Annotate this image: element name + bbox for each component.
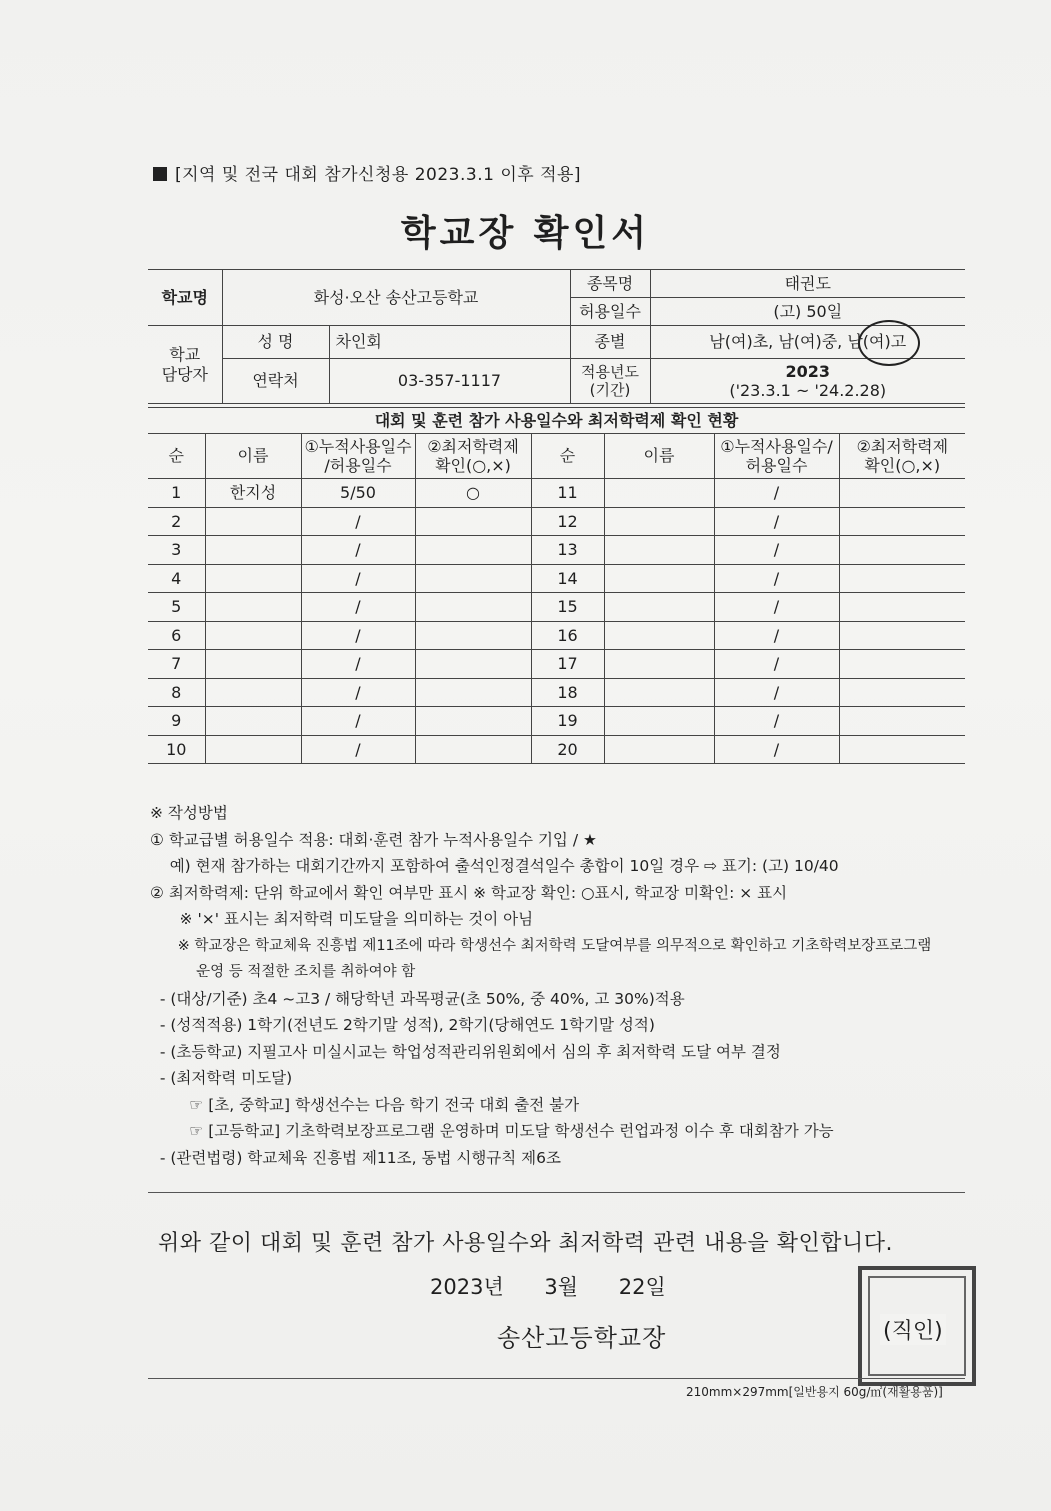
table-cell: / xyxy=(714,564,839,593)
allowed-days-label: 허용일수 xyxy=(570,298,650,326)
name-value: 차인회 xyxy=(329,326,570,359)
square-bullet-icon xyxy=(153,167,167,181)
writing-instructions xyxy=(150,800,970,1171)
table-cell xyxy=(604,678,714,707)
table-cell: 7 xyxy=(148,650,205,679)
header-cell: 이름 xyxy=(604,434,714,479)
seal-label: (직인) xyxy=(880,1314,946,1345)
note-line: - (성적적용) 1학기(전년도 2학기말 성적), 2학기(당해연도 1학기말 성적) xyxy=(150,1016,655,1034)
table-cell: 13 xyxy=(531,536,604,565)
table-cell xyxy=(604,479,714,508)
table-cell: 한지성 xyxy=(205,479,301,508)
contact-label: 연락처 xyxy=(222,359,329,404)
table-cell xyxy=(205,564,301,593)
paper-spec: 210mm×297mm[일반용지 60g/㎡(재활용품)] xyxy=(686,1385,943,1399)
table-row xyxy=(148,507,965,536)
table-cell: 18 xyxy=(531,678,604,707)
category-value: 남(여)초, 남(여)중, 남(여)고 xyxy=(650,326,965,359)
table-cell xyxy=(604,735,714,764)
table-row xyxy=(148,536,965,565)
table-header-row xyxy=(148,434,965,479)
table-row xyxy=(148,735,965,764)
note-line: ② 최저학력제: 단위 학교에서 확인 여부만 표시 ※ 학교장 확인: ○표시, 학교장 미확인: × 표시 xyxy=(150,883,788,902)
note-line: - (관련법령) 학교체육 진흥법 제11조, 동법 시행규칙 제6조 xyxy=(150,1148,561,1167)
table-cell: 19 xyxy=(531,707,604,736)
table-cell: 5/50 xyxy=(301,479,415,508)
table-cell xyxy=(415,735,531,764)
year-label: 적용년도 (기간) xyxy=(570,359,650,404)
date-year: 2023년 xyxy=(430,1275,504,1299)
note-line: ① 학교급별 허용일수 적용: 대회·훈련 참가 누적사용일수 기입 / ★ xyxy=(150,830,597,849)
header-cell: ①누적사용일수 /허용일수 xyxy=(301,434,415,479)
table-cell xyxy=(839,593,965,622)
table-cell xyxy=(604,593,714,622)
table-caption: 대회 및 훈련 참가 사용일수와 최저학력제 확인 현황 xyxy=(148,408,965,434)
table-cell xyxy=(205,735,301,764)
table-cell xyxy=(205,536,301,565)
table-cell: ○ xyxy=(415,479,531,508)
table-cell xyxy=(415,621,531,650)
signer-title: 송산고등학교장 xyxy=(497,1324,667,1352)
table-cell xyxy=(604,650,714,679)
table-row xyxy=(148,650,965,679)
table-cell: 12 xyxy=(531,507,604,536)
header-cell: ①누적사용일수/ 허용일수 xyxy=(714,434,839,479)
table-cell xyxy=(604,507,714,536)
table-cell: 8 xyxy=(148,678,205,707)
table-cell: / xyxy=(714,707,839,736)
event-value: 태권도 xyxy=(650,270,965,298)
table-cell: / xyxy=(301,678,415,707)
table-cell xyxy=(839,621,965,650)
divider-bottom xyxy=(148,1378,965,1379)
contact-value: 03-357-1117 xyxy=(329,359,570,404)
period-value: ('23.3.1 ~ '24.2.28) xyxy=(729,381,887,400)
name-label: 성 명 xyxy=(222,326,329,359)
header-note xyxy=(153,160,581,185)
allowed-days-value: (고) 50일 xyxy=(650,298,965,326)
header-note-text: [지역 및 전국 대회 참가신청용 2023.3.1 이후 적용] xyxy=(175,165,582,185)
handwritten-circle-mark xyxy=(858,320,920,366)
table-cell xyxy=(604,564,714,593)
table-cell: 3 xyxy=(148,536,205,565)
table-cell: 17 xyxy=(531,650,604,679)
table-cell: / xyxy=(714,735,839,764)
table-cell: / xyxy=(301,707,415,736)
school-label: 학교명 xyxy=(148,270,222,326)
table-cell xyxy=(415,707,531,736)
table-cell: 11 xyxy=(531,479,604,508)
participation-table xyxy=(148,407,965,764)
table-cell xyxy=(415,650,531,679)
table-cell xyxy=(415,536,531,565)
table-cell xyxy=(205,707,301,736)
note-line: ☞ [초, 중학교] 학생선수는 다음 학기 전국 대회 출전 불가 xyxy=(150,1095,580,1114)
table-row xyxy=(148,564,965,593)
table-row xyxy=(148,678,965,707)
note-line: 운영 등 적절한 조치를 취하여야 함 xyxy=(150,964,416,980)
signing-date xyxy=(430,1271,666,1301)
table-cell: / xyxy=(301,735,415,764)
table-cell xyxy=(205,678,301,707)
table-cell xyxy=(839,564,965,593)
table-cell: 2 xyxy=(148,507,205,536)
year-cell xyxy=(650,359,965,404)
table-cell xyxy=(839,735,965,764)
table-cell xyxy=(604,621,714,650)
table-cell: / xyxy=(301,650,415,679)
header-cell: ②최저학력제 확인(○,×) xyxy=(415,434,531,479)
table-cell xyxy=(205,593,301,622)
table-cell: / xyxy=(301,507,415,536)
table-cell xyxy=(415,678,531,707)
table-cell: 14 xyxy=(531,564,604,593)
table-body xyxy=(148,479,965,764)
table-cell xyxy=(205,650,301,679)
info-table xyxy=(148,269,965,404)
date-month: 3월 xyxy=(544,1275,579,1299)
table-row xyxy=(148,707,965,736)
table-cell xyxy=(415,593,531,622)
table-cell: / xyxy=(301,621,415,650)
table-cell: / xyxy=(714,650,839,679)
table-cell: 1 xyxy=(148,479,205,508)
table-cell xyxy=(415,564,531,593)
table-cell: 10 xyxy=(148,735,205,764)
table-cell: / xyxy=(301,593,415,622)
table-row xyxy=(148,479,965,508)
table-cell: / xyxy=(714,479,839,508)
table-cell xyxy=(839,507,965,536)
table-cell: / xyxy=(714,621,839,650)
table-cell xyxy=(205,507,301,536)
table-cell xyxy=(839,707,965,736)
table-cell: / xyxy=(714,678,839,707)
header-cell: 순 xyxy=(531,434,604,479)
table-cell: / xyxy=(714,593,839,622)
table-cell xyxy=(839,479,965,508)
table-cell xyxy=(415,507,531,536)
header-cell: 이름 xyxy=(205,434,301,479)
header-cell: ②최저학력제 확인(○,×) xyxy=(839,434,965,479)
category-label: 종별 xyxy=(570,326,650,359)
manager-label: 학교 담당자 xyxy=(148,326,222,404)
header-cell: 순 xyxy=(148,434,205,479)
date-day: 22일 xyxy=(618,1275,666,1299)
table-cell: / xyxy=(301,564,415,593)
table-cell: 16 xyxy=(531,621,604,650)
note-line: - (대상/기준) 초4 ~고3 / 해당학년 과목평균(초 50%, 중 40%, 고 30%)적용 xyxy=(150,989,685,1008)
table-cell xyxy=(604,707,714,736)
table-cell xyxy=(839,536,965,565)
table-cell: 20 xyxy=(531,735,604,764)
note-line: - (초등학교) 지필고사 미실시교는 학업성적관리위원회에서 심의 후 최저학력 도달 여부 결정 xyxy=(150,1042,781,1061)
table-cell xyxy=(604,536,714,565)
confirm-text: 위와 같이 대회 및 훈련 참가 사용일수와 최저학력 관련 내용을 확인합니다. xyxy=(158,1231,893,1256)
table-cell xyxy=(205,621,301,650)
table-cell xyxy=(839,650,965,679)
table-cell: / xyxy=(714,507,839,536)
table-cell: / xyxy=(301,536,415,565)
note-line: ※ 학교장은 학교체육 진흥법 제11조에 따라 학생선수 최저학력 도달여부를 의무적으로 확인하고 기초학력보장프로그램 xyxy=(150,937,932,954)
year-value: 2023 xyxy=(785,361,831,381)
table-cell: 5 xyxy=(148,593,205,622)
note-line: ☞ [고등학교] 기초학력보장프로그램 운영하며 미도달 학생선수 런업과정 이수 후 대회참가 가능 xyxy=(150,1122,834,1140)
table-cell: 4 xyxy=(148,564,205,593)
page-title: 학교장 확인서 xyxy=(400,213,651,254)
table-cell: 15 xyxy=(531,593,604,622)
table-cell xyxy=(839,678,965,707)
school-value: 화성·오산 송산고등학교 xyxy=(222,270,570,326)
note-line: ※ '×' 표시는 최저학력 미도달을 의미하는 것이 아님 xyxy=(150,910,534,928)
table-row xyxy=(148,593,965,622)
table-row xyxy=(148,621,965,650)
table-cell: / xyxy=(714,536,839,565)
table-cell: 9 xyxy=(148,707,205,736)
note-line: - (최저학력 미도달) xyxy=(150,1069,293,1087)
note-line: 예) 현재 참가하는 대회기간까지 포함하여 출석인정결석일수 총합이 10일 경우 ⇨ 표기: (고) 10/40 xyxy=(150,857,839,875)
table-cell: 6 xyxy=(148,621,205,650)
note-line: ※ 작성방법 xyxy=(150,804,228,822)
divider-top xyxy=(148,1192,965,1193)
event-label: 종목명 xyxy=(570,270,650,298)
